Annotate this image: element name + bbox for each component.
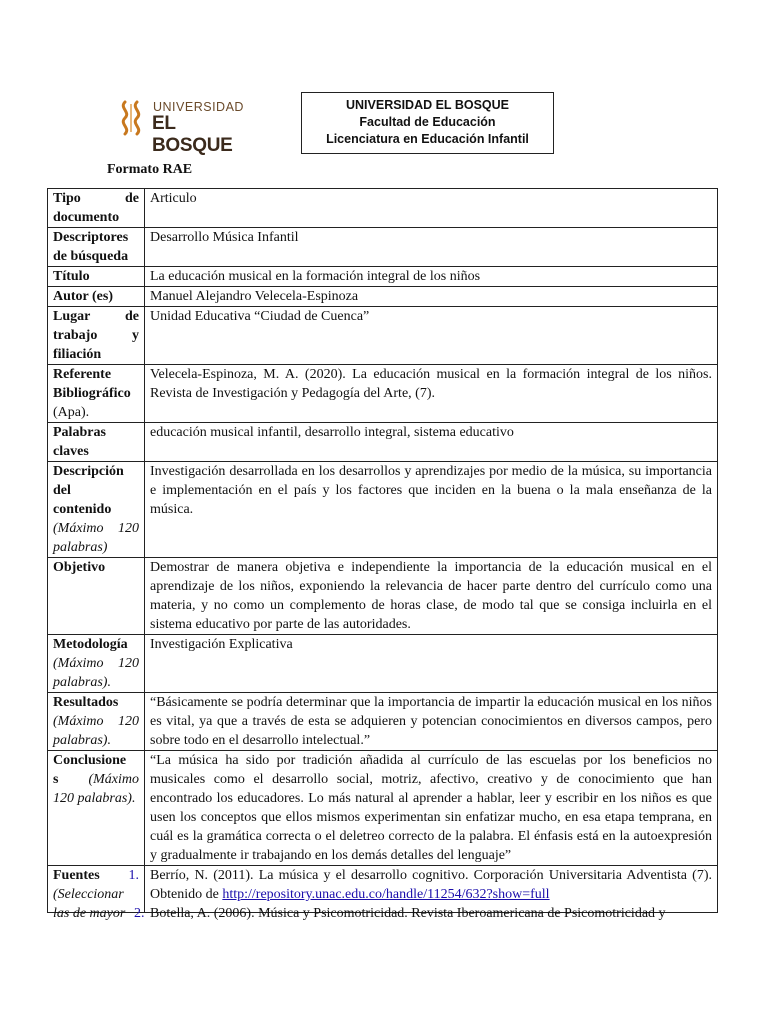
label-part: de: [125, 191, 139, 206]
label-part: trabajo: [53, 328, 98, 343]
label-referente: [48, 365, 145, 423]
label-part: documento: [53, 210, 120, 225]
value-palabras-claves: educación musical infantil, desarrollo integral, sistema educativo: [145, 423, 718, 462]
label-part: Descripción: [53, 464, 124, 479]
label-part: filiación: [53, 347, 102, 362]
label-palabras-claves: [48, 423, 145, 462]
reference-text: Botella, A. (2006). Música y Psicomotricidad. Revista Iberoamericana de Psicomotricidad y: [150, 906, 666, 921]
label-part: Bibliográfico: [53, 386, 131, 401]
row-descriptores: [48, 228, 718, 267]
label-part: Fuentes: [53, 868, 100, 883]
logo-text-el-bosque: EL BOSQUE: [152, 113, 233, 156]
label-note: (Máximo: [88, 772, 139, 787]
row-resultados: [48, 693, 718, 751]
value-objetivo: Demostrar de manera objetiva e independiente la importancia de la educación musical en el aprendizaje de los niños, exponiendo la relevancia de hacer parte dentro del currículo como una materia, y no como un complemento de horas clase, de modo tal que se consiga incluirla en el sistema educativo por parte de las autoridades.: [145, 558, 718, 635]
label-part: Conclusione: [53, 753, 127, 768]
label-titulo: Título: [48, 267, 145, 287]
label-part: Referente: [53, 367, 112, 382]
value-descripcion: Investigación desarrollada en los desarrollos y aprendizajes por medio de la música, su importancia e implementación en el país y los factores que inciden en la buena o la mala enseñanza de la música.: [145, 462, 718, 558]
label-lugar: [48, 307, 145, 365]
university-logo: [117, 96, 257, 156]
row-tipo-documento: [48, 189, 718, 228]
label-part: de búsqueda: [53, 249, 129, 264]
label-metodologia: [48, 635, 145, 693]
value-resultados: “Básicamente se podría determinar que la importancia de impartir la educación musical en los niños es vital, ya que a través de esta se adquieren y potencian conocimientos en diversos campos, pero sobre todo en el desarrollo intelectual.”: [145, 693, 718, 751]
reference-link[interactable]: http://repository.unac.edu.co/handle/11254/632?show=full: [222, 887, 550, 902]
program-name: Licenciatura en Educación Infantil: [326, 132, 529, 146]
row-referente: [48, 365, 718, 423]
logo-text-universidad: UNIVERSIDAD: [153, 100, 244, 114]
list-number: 2.: [134, 906, 145, 921]
label-descripcion: [48, 462, 145, 558]
row-descripcion: [48, 462, 718, 558]
label-autor: Autor (es): [48, 287, 145, 307]
label-objetivo: Objetivo: [48, 558, 145, 635]
row-conclusiones: [48, 751, 718, 866]
label-note: (Seleccionar las de mayor: [53, 887, 126, 921]
label-part: Metodología: [53, 637, 128, 652]
label-conclusiones: [48, 751, 145, 866]
university-name: UNIVERSIDAD EL BOSQUE: [346, 98, 509, 112]
label-part: y: [132, 328, 139, 343]
label-part: (Apa).: [53, 405, 90, 420]
format-title: Formato RAE: [107, 162, 193, 177]
value-conclusiones: “La música ha sido por tradición añadida al currículo de las escuelas por los beneficios no musicales como el desarrollo social, motriz, afectivo, creativo y de conocimiento que han encontrado los educadores. Lo más natural al aprender a hablar, leer y escribir en los niños es que usen los conceptos que ellos mismos experimentan sin enfatizar mucho, en esa etapa temprana, en cuál es la gramática correcta o el deletreo correcto de la palabra. El énfasis está en la autoexpresión y gradualmente ir trabajando en los demás detalles del lenguaje”: [145, 751, 718, 866]
institution-header: [301, 92, 554, 154]
faculty-name: Facultad de Educación: [359, 115, 496, 129]
list-number: 1.: [128, 868, 139, 883]
label-resultados: [48, 693, 145, 751]
value-metodologia: Investigación Explicativa: [145, 635, 718, 693]
value-autor: Manuel Alejandro Velecela-Espinoza: [145, 287, 718, 307]
rae-table: [47, 188, 718, 921]
row-objetivo: [48, 558, 718, 635]
reference-1: [150, 866, 712, 904]
label-part: Palabras: [53, 425, 106, 440]
reference-text: Berrío, N. (2011). La música y el desarrollo cognitivo. Corporación Universitaria Adventista (7). Obtenido de: [150, 868, 712, 902]
label-part: Descriptores: [53, 230, 129, 245]
label-part: de: [125, 309, 139, 324]
value-fuentes: [134, 866, 718, 921]
label-fuentes: [48, 866, 145, 921]
row-fuentes: [48, 866, 718, 913]
label-note: (Máximo 120 palabras): [53, 521, 139, 555]
value-lugar: Unidad Educativa “Ciudad de Cuenca”: [145, 307, 718, 365]
row-palabras-claves: [48, 423, 718, 462]
value-referente: Velecela-Espinoza, M. A. (2020). La educación musical en la formación integral de los niños. Revista de Investigación y Pedagogía del Arte, (7).: [145, 365, 718, 423]
label-note: (Máximo 120 palabras).: [53, 656, 139, 690]
label-tipo-documento: [48, 189, 145, 228]
label-part: claves: [53, 444, 89, 459]
label-part: Tipo: [53, 191, 81, 206]
value-titulo: La educación musical en la formación integral de los niños: [145, 267, 718, 287]
label-part: del: [53, 483, 71, 498]
row-titulo: [48, 267, 718, 287]
label-descriptores: [48, 228, 145, 267]
label-part: s: [53, 772, 59, 787]
row-autor: [48, 287, 718, 307]
label-part: contenido: [53, 502, 112, 517]
label-note: 120 palabras).: [53, 791, 136, 806]
value-descriptores: Desarrollo Música Infantil: [145, 228, 718, 267]
row-lugar: [48, 307, 718, 365]
reference-2: [134, 904, 712, 923]
value-tipo-documento: Articulo: [145, 189, 718, 228]
label-part: Resultados: [53, 695, 119, 710]
label-part: Lugar: [53, 309, 91, 324]
label-note: (Máximo 120 palabras).: [53, 714, 139, 748]
row-metodologia: [48, 635, 718, 693]
university-crest-icon: [117, 98, 147, 138]
